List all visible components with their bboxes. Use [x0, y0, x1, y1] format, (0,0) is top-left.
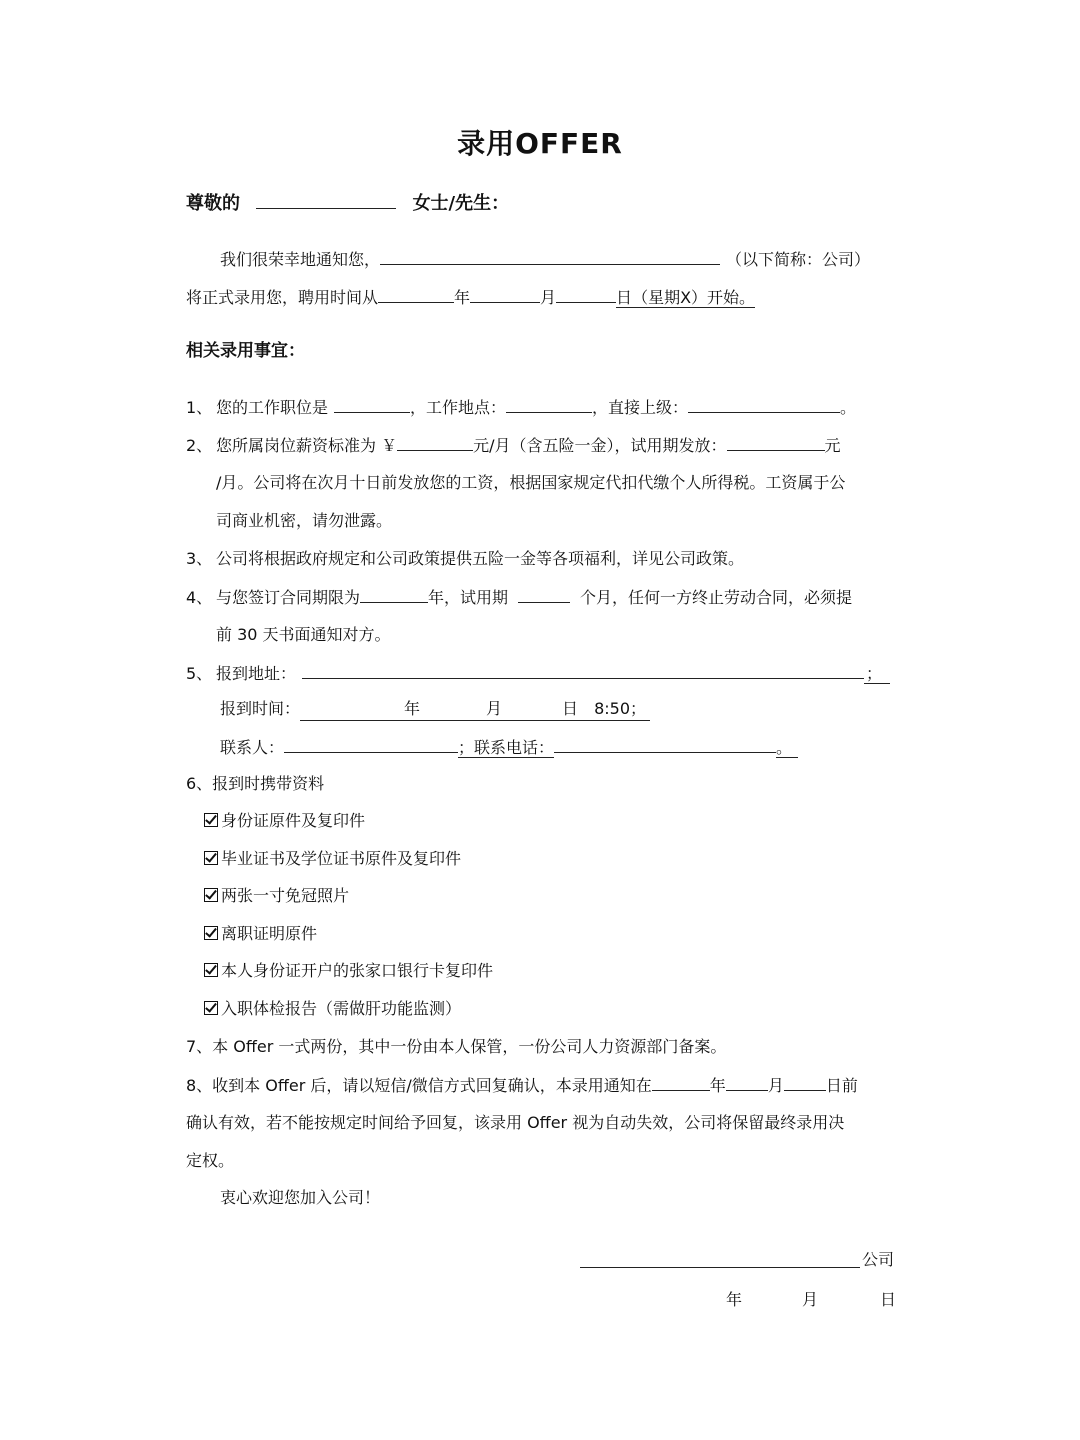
- item-2-line-3: 司商业机密，请勿泄露。: [216, 511, 393, 530]
- item-number: 5、: [186, 664, 213, 683]
- item-8-line-3: 定权。: [186, 1151, 235, 1170]
- confirm-month-blank[interactable]: [726, 1074, 768, 1091]
- company-signature-blank[interactable]: [580, 1267, 860, 1268]
- month-label: 月: [540, 288, 557, 307]
- section-title: 相关录用事宜：: [186, 341, 305, 361]
- material-label: 毕业证书及学位证书原件及复印件: [221, 849, 462, 868]
- material-label: 入职体检报告（需做肝功能监测）: [221, 999, 462, 1018]
- material-item[interactable]: [204, 848, 461, 870]
- start-year-blank[interactable]: [378, 286, 454, 303]
- start-day-blank[interactable]: [556, 286, 616, 303]
- probation-months-blank[interactable]: [518, 586, 570, 603]
- intro-line-1: [220, 248, 870, 271]
- material-item[interactable]: [204, 998, 461, 1020]
- position-blank[interactable]: [334, 396, 410, 413]
- contact-phone-label: ；联系电话：: [458, 738, 555, 757]
- year-label: 年: [454, 288, 471, 307]
- checkbox-checked-icon[interactable]: [204, 963, 218, 977]
- item-2: [186, 434, 841, 457]
- item-text: 。: [840, 398, 857, 417]
- item-number: 4、: [186, 588, 213, 607]
- checkbox-checked-icon[interactable]: [204, 851, 218, 865]
- item-text: 元: [824, 436, 841, 455]
- item-text: 年，试用期: [428, 588, 509, 607]
- contract-term-blank[interactable]: [360, 586, 428, 603]
- closing-text: 衷心欢迎您加入公司！: [220, 1188, 381, 1207]
- intro-text: 将正式录用您，聘用时间从: [186, 288, 379, 307]
- intro-line-2: [186, 286, 755, 309]
- report-time-blank[interactable]: [300, 698, 650, 721]
- signature-day-label: 日: [880, 1290, 897, 1309]
- start-month-blank[interactable]: [470, 286, 540, 303]
- checkbox-checked-icon[interactable]: [204, 813, 218, 827]
- confirm-day-blank[interactable]: [784, 1074, 826, 1091]
- item-number: 1、: [186, 398, 213, 417]
- item-6: 6、报到时携带资料: [186, 774, 325, 793]
- signature-year-label: 年: [726, 1290, 743, 1309]
- report-address-label: 报到地址：: [216, 664, 297, 683]
- intro-text: （星期X）开始。: [632, 288, 756, 307]
- item-number: 3、: [186, 549, 213, 568]
- day-label: 日前: [825, 1076, 858, 1095]
- intro-text: （以下简称：公司）: [726, 250, 871, 269]
- item-7: 7、本 Offer 一式两份，其中一份由本人保管，一份公司人力资源部门备案。: [186, 1037, 727, 1056]
- item-4: [186, 586, 852, 609]
- item-2-line-2: /月。公司将在次月十日前发放您的工资，根据国家规定代扣代缴个人所得税。工资属于公: [216, 473, 846, 492]
- material-label: 离职证明原件: [221, 924, 318, 943]
- year-label: 年: [404, 699, 421, 718]
- contact-phone-blank[interactable]: [554, 736, 776, 753]
- work-location-blank[interactable]: [506, 396, 592, 413]
- item-5-contact: [220, 736, 798, 759]
- item-text: 您的工作职位是: [216, 398, 329, 417]
- item-1: [186, 396, 856, 419]
- confirm-year-blank[interactable]: [652, 1074, 710, 1091]
- intro-text: 我们很荣幸地通知您，: [220, 250, 381, 269]
- material-label: 身份证原件及复印件: [221, 811, 366, 830]
- item-text: 个月，任何一方终止劳动合同，必须提: [580, 588, 853, 607]
- checkbox-checked-icon[interactable]: [204, 926, 218, 940]
- greeting-suffix: 女士/先生：: [412, 193, 510, 214]
- item-text: 您所属岗位薪资标准为 ￥: [216, 436, 398, 455]
- material-label: 本人身份证开户的张家口银行卡复印件: [221, 961, 494, 980]
- day-label: 日: [562, 699, 579, 718]
- contact-person-label: 联系人：: [220, 738, 285, 757]
- recipient-name-blank[interactable]: [256, 192, 396, 209]
- greeting-line: [186, 192, 509, 215]
- item-text: 公司将根据政府规定和公司政策提供五险一金等各项福利，详见公司政策。: [216, 549, 745, 568]
- day-label: 日: [616, 288, 633, 307]
- contact-person-blank[interactable]: [284, 736, 458, 753]
- month-label: 月: [486, 699, 503, 718]
- item-text: ，直接上级：: [592, 398, 689, 417]
- item-text: 与您签订合同期限为: [216, 588, 361, 607]
- report-address-blank[interactable]: [302, 662, 864, 679]
- probation-salary-blank[interactable]: [727, 434, 825, 451]
- item-3: [186, 548, 744, 570]
- item-4-line-2: 前 30 天书面通知对方。: [216, 625, 391, 644]
- item-text: 元/月（含五险一金），试用期发放：: [473, 436, 727, 455]
- item-5-address: [186, 662, 890, 685]
- item-text: ，工作地点：: [410, 398, 507, 417]
- checkbox-checked-icon[interactable]: [204, 888, 218, 902]
- month-label: 月: [767, 1076, 784, 1095]
- checkbox-checked-icon[interactable]: [204, 1001, 218, 1015]
- material-label: 两张一寸免冠照片: [221, 886, 350, 905]
- item-text: ；: [864, 664, 890, 684]
- material-item[interactable]: [204, 960, 493, 982]
- signature-company-label: 公司: [862, 1250, 895, 1269]
- year-label: 年: [709, 1076, 726, 1095]
- material-item[interactable]: [204, 923, 317, 945]
- item-8-line-2: 确认有效，若不能按规定时间给予回复，该录用 Offer 视为自动失效，公司将保留最终录用决: [186, 1113, 845, 1132]
- material-item[interactable]: [204, 810, 365, 832]
- item-text: 8、收到本 Offer 后，请以短信/微信方式回复确认，本录用通知在: [186, 1076, 652, 1095]
- report-time-label: 报到时间：: [220, 699, 301, 718]
- signature-month-label: 月: [802, 1290, 819, 1309]
- material-item[interactable]: [204, 885, 349, 907]
- item-8: [186, 1074, 858, 1097]
- salary-blank[interactable]: [397, 434, 473, 451]
- supervisor-blank[interactable]: [688, 396, 840, 413]
- item-5-time: [220, 698, 650, 721]
- company-name-blank[interactable]: [380, 248, 720, 265]
- item-text: 。: [776, 738, 798, 758]
- greeting-prefix: 尊敬的: [186, 193, 240, 214]
- report-time-value: 8:50；: [594, 699, 646, 718]
- item-number: 2、: [186, 436, 213, 455]
- page-title: 录用OFFER: [457, 127, 623, 160]
